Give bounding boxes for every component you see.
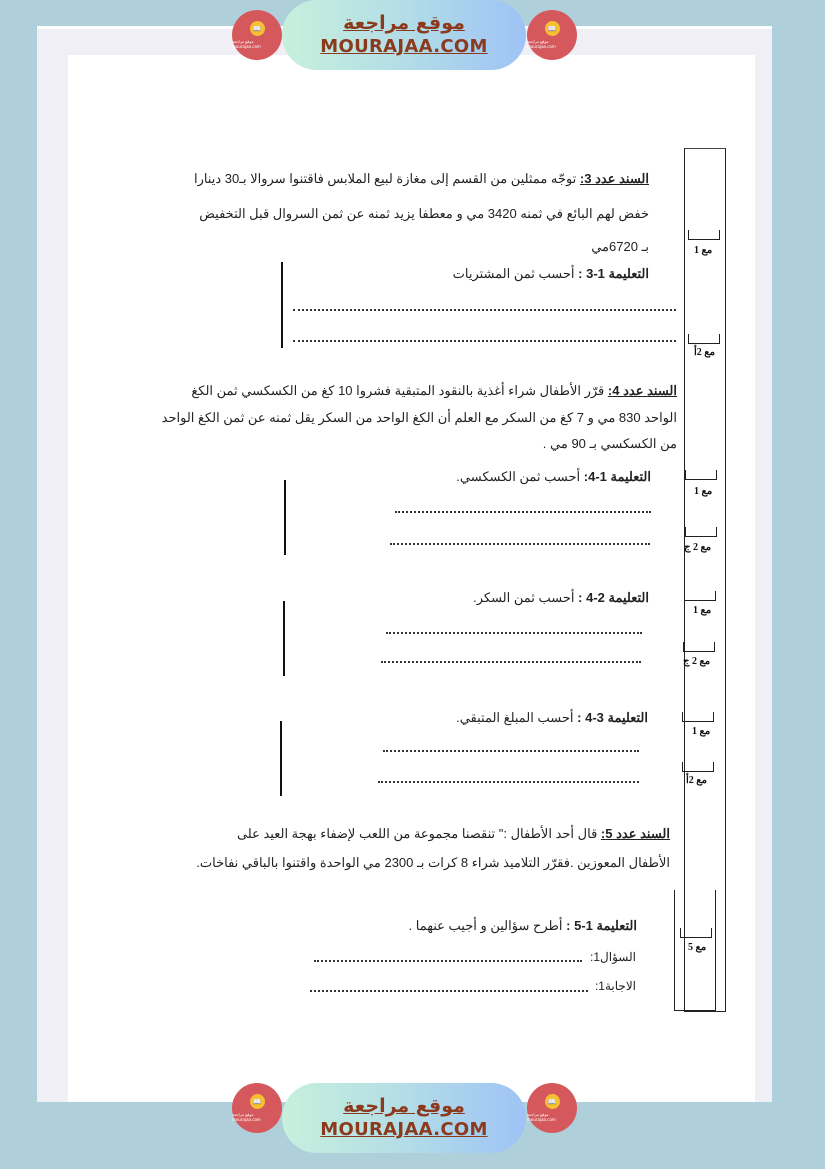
scoring-column <box>684 148 726 1012</box>
margin-rule <box>280 721 282 796</box>
section-5-line-1: السند عدد 5: قال أحد الأطفال :" تنقصنا مجموعة من اللعب لإضفاء بهجة العيد على <box>236 826 670 841</box>
section-4-line-1: السند عدد 4: قرّر الأطفال شراء أغذية بالنقود المتبقية فشروا 10 كغ من الكسكسي ثمن الكغ <box>191 383 677 398</box>
answer-1-line[interactable] <box>310 990 588 992</box>
score-mark: مع 5 <box>688 942 707 953</box>
question-1-label: السؤال1: <box>590 950 636 964</box>
task-5-1: التعليمة 1-5 : أطرح سؤالين و أجيب عنهما . <box>408 918 637 933</box>
margin-rule <box>284 480 286 555</box>
margin-rule <box>283 601 285 676</box>
book-icon: 📖 <box>545 1094 560 1109</box>
score-box <box>680 928 712 938</box>
score-mark: مع 2أ <box>694 347 715 358</box>
score-box <box>688 334 720 344</box>
score-mark: مع 2أ <box>686 775 707 786</box>
logo-caption: موقع مراجعة mourajaa.com <box>527 39 556 49</box>
section-3-label: السند عدد 3: <box>579 171 649 186</box>
section-4-line-3: من الكسكسي بـ 90 مي . <box>542 436 677 451</box>
section-5-label: السند عدد 5: <box>600 826 670 841</box>
answer-line[interactable] <box>395 511 651 513</box>
score-box <box>684 591 716 601</box>
score-box <box>682 712 714 722</box>
answer-line[interactable] <box>383 750 639 752</box>
logo-caption: موقع مراجعة mourajaa.com <box>232 1112 261 1122</box>
answer-line[interactable] <box>390 543 650 545</box>
site-name-latin: MOURAJAA.COM <box>320 36 488 57</box>
book-icon: 📖 <box>545 21 560 36</box>
section-4-label: السند عدد 4: <box>607 383 677 398</box>
score-mark: مع 1 <box>692 726 711 737</box>
logo-caption: موقع مراجعة mourajaa.com <box>232 39 261 49</box>
question-1-line[interactable] <box>314 960 582 962</box>
logo-caption: موقع مراجعة mourajaa.com <box>527 1112 556 1122</box>
site-logo-right[interactable] <box>527 10 577 60</box>
answer-1-label: الاجابة1: <box>594 979 636 993</box>
score-box <box>683 642 715 652</box>
task-4-2: التعليمة 2-4 : أحسب ثمن السكر. <box>473 590 649 605</box>
site-banner-bottom[interactable] <box>282 1083 526 1153</box>
answer-line[interactable] <box>378 781 639 783</box>
site-logo-left-bottom[interactable] <box>232 1083 282 1133</box>
score-mark: مع 2 ج <box>684 542 712 553</box>
section-4-line-2: الواحد 830 مي و 7 كغ من السكر مع العلم أن الكغ الواحد من السكر يقل ثمنه عن ثمن الكغ الواحد <box>161 410 677 425</box>
task-3-1: التعليمة 1-3 : أحسب ثمن المشتريات <box>452 266 649 281</box>
score-box <box>688 230 720 240</box>
site-banner-top[interactable] <box>282 0 526 70</box>
answer-line[interactable] <box>386 632 642 634</box>
task-4-1: التعليمة 1-4: أحسب ثمن الكسكسي. <box>456 469 651 484</box>
section-3-line-2: خفض لهم البائع في ثمنه 3420 مي و معطفا يزيد ثمنه عن ثمن السروال قبل التخفيض <box>199 206 649 221</box>
book-icon: 📖 <box>250 21 265 36</box>
site-name-arabic: موقع مراجعة <box>343 12 465 34</box>
score-mark: مع 1 <box>694 486 713 497</box>
score-box <box>682 762 714 772</box>
score-mark: مع 1 <box>693 605 712 616</box>
task-4-3: التعليمة 3-4 : أحسب المبلغ المتبقي. <box>456 710 648 725</box>
score-mark: مع 1 <box>694 245 713 256</box>
answer-line[interactable] <box>293 340 676 342</box>
site-name-arabic: موقع مراجعة <box>343 1095 465 1117</box>
answer-line[interactable] <box>381 661 641 663</box>
site-name-latin: MOURAJAA.COM <box>320 1119 488 1140</box>
score-box <box>685 470 717 480</box>
score-mark: مع 2 ج <box>683 656 711 667</box>
margin-rule <box>281 262 283 348</box>
site-logo-right-bottom[interactable] <box>527 1083 577 1133</box>
section-5-line-2: الأطفال المعوزين .فقرّر التلاميذ شراء 8 كرات بـ 2300 مي الواحدة واقتنوا بالباقي نفاخات. <box>196 855 670 870</box>
book-icon: 📖 <box>250 1094 265 1109</box>
site-logo-left[interactable] <box>232 10 282 60</box>
score-box <box>685 527 717 537</box>
section-3-line-3: بـ 6720مي <box>591 239 649 254</box>
answer-line[interactable] <box>293 309 676 311</box>
section-3-line-1: السند عدد 3: توجّه ممثلين من القسم إلى مغازة لبيع الملابس فاقتنوا سروالا بـ30 دينارا <box>193 171 649 186</box>
